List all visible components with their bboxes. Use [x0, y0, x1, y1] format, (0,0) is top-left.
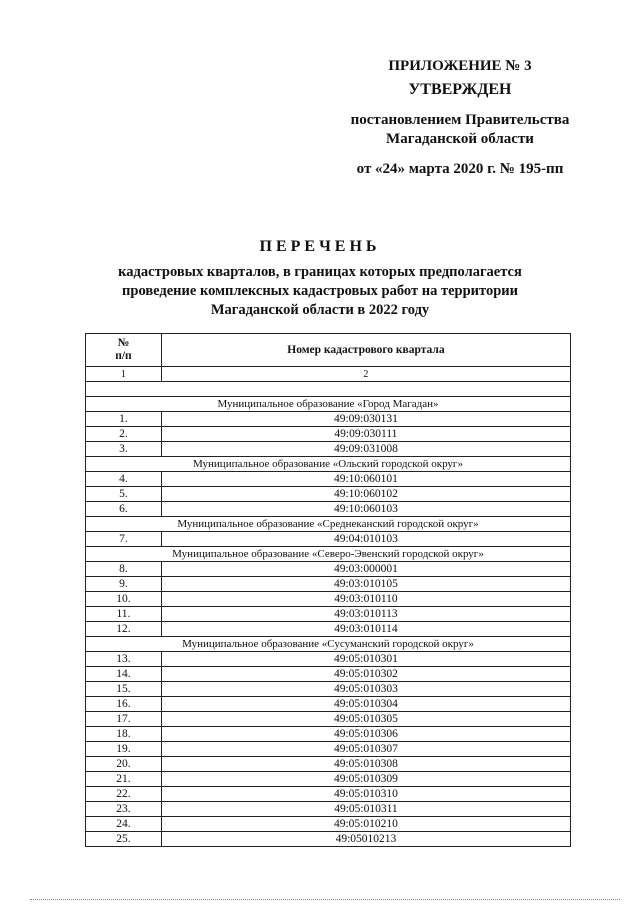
municipality-row — [86, 547, 571, 562]
municipality-title: Муниципальное образование «Город Магадан» — [86, 397, 571, 412]
row-number: 4. — [86, 472, 162, 487]
cadastral-quarter-code: 49:03:010113 — [161, 607, 570, 622]
table-row — [86, 787, 571, 802]
cadastral-quarters-table — [85, 333, 571, 847]
row-number: 5. — [86, 487, 162, 502]
subtitle-line-1: кадастровых кварталов, в границах которых предполагается — [118, 264, 522, 280]
row-number: 18. — [86, 727, 162, 742]
cadastral-quarter-code: 49:03:010105 — [161, 577, 570, 592]
cadastral-quarter-code: 49:05:010311 — [161, 802, 570, 817]
table-row — [86, 817, 571, 832]
table-index-row — [86, 367, 571, 382]
table-row — [86, 802, 571, 817]
subtitle-line-3: Магаданской области в 2022 году — [210, 302, 430, 318]
row-number: 16. — [86, 697, 162, 712]
row-number: 13. — [86, 652, 162, 667]
cadastral-quarter-code: 49:05:010303 — [161, 682, 570, 697]
row-number: 2. — [86, 427, 162, 442]
table-row — [86, 622, 571, 637]
cadastral-quarter-code: 49:03:000001 — [161, 562, 570, 577]
municipality-title: Муниципальное образование «Северо-Эвенский городской округ» — [86, 547, 571, 562]
subtitle-line-2: проведение комплексных кадастровых работ на территории — [122, 283, 518, 299]
municipality-row — [86, 637, 571, 652]
table-row — [86, 442, 571, 457]
cadastral-quarter-code: 49:10:060103 — [161, 502, 570, 517]
row-number: 19. — [86, 742, 162, 757]
municipality-row — [86, 457, 571, 472]
document-title: ПЕРЕЧЕНЬ — [259, 238, 381, 255]
row-number: 25. — [86, 832, 162, 847]
table-row — [86, 712, 571, 727]
cadastral-quarter-code: 49:05010213 — [161, 832, 570, 847]
row-number: 14. — [86, 667, 162, 682]
table-row — [86, 427, 571, 442]
document-subtitle — [80, 263, 560, 320]
table-row — [86, 592, 571, 607]
table-row — [86, 652, 571, 667]
cadastral-quarter-code: 49:05:010308 — [161, 757, 570, 772]
cadastral-quarter-code: 49:05:010210 — [161, 817, 570, 832]
municipality-title: Муниципальное образование «Сусуманский городской округ» — [86, 637, 571, 652]
table-row — [86, 667, 571, 682]
cadastral-quarter-code: 49:05:010306 — [161, 727, 570, 742]
table-row — [86, 532, 571, 547]
row-number: 10. — [86, 592, 162, 607]
row-number: 6. — [86, 502, 162, 517]
cadastral-quarter-code: 49:05:010305 — [161, 712, 570, 727]
row-number: 23. — [86, 802, 162, 817]
municipality-row — [86, 517, 571, 532]
row-number: 11. — [86, 607, 162, 622]
footer-divider — [30, 899, 620, 900]
col-number-index: 1 — [86, 367, 162, 382]
cadastral-quarter-code: 49:09:030111 — [161, 427, 570, 442]
col-code-index: 2 — [161, 367, 570, 382]
cadastral-quarter-code: 49:05:010301 — [161, 652, 570, 667]
cadastral-quarter-code: 49:05:010310 — [161, 787, 570, 802]
cadastral-quarter-code: 49:05:010307 — [161, 742, 570, 757]
table-row — [86, 412, 571, 427]
municipality-title: Муниципальное образование «Среднеканский городской округ» — [86, 517, 571, 532]
decree-line-2: Магаданской области — [386, 131, 534, 147]
table-row — [86, 742, 571, 757]
col-number-header — [86, 334, 162, 367]
table-row — [86, 697, 571, 712]
municipality-row — [86, 397, 571, 412]
cadastral-quarter-code: 49:09:031008 — [161, 442, 570, 457]
cadastral-quarter-code: 49:05:010309 — [161, 772, 570, 787]
col-number-header-line1: № — [117, 337, 130, 349]
appendix-label: ПРИЛОЖЕНИЕ № 3 — [388, 58, 532, 74]
decree-date: от «24» марта 2020 г. № 195-пп — [356, 161, 564, 177]
table-gap-cell — [86, 382, 571, 397]
table-row — [86, 607, 571, 622]
cadastral-quarter-code: 49:03:010114 — [161, 622, 570, 637]
cadastral-quarter-code: 49:04:010103 — [161, 532, 570, 547]
cadastral-quarter-code: 49:03:010110 — [161, 592, 570, 607]
row-number: 12. — [86, 622, 162, 637]
table-row — [86, 487, 571, 502]
row-number: 8. — [86, 562, 162, 577]
municipality-title: Муниципальное образование «Ольский городской округ» — [86, 457, 571, 472]
table-gap-row — [86, 382, 571, 397]
cadastral-quarter-code: 49:05:010302 — [161, 667, 570, 682]
table-row — [86, 502, 571, 517]
table-row — [86, 832, 571, 847]
row-number: 3. — [86, 442, 162, 457]
approved-label: УТВЕРЖДЕН — [408, 81, 512, 98]
row-number: 1. — [86, 412, 162, 427]
row-number: 22. — [86, 787, 162, 802]
cadastral-quarter-code: 49:10:060101 — [161, 472, 570, 487]
cadastral-quarter-code: 49:09:030131 — [161, 412, 570, 427]
table-row — [86, 562, 571, 577]
table-row — [86, 772, 571, 787]
row-number: 9. — [86, 577, 162, 592]
table-row — [86, 577, 571, 592]
decree-line-1: постановлением Правительства — [350, 112, 570, 128]
col-code-header: Номер кадастрового квартала — [161, 334, 570, 367]
table-header-row — [86, 334, 571, 367]
table-row — [86, 682, 571, 697]
cadastral-quarter-code: 49:10:060102 — [161, 487, 570, 502]
col-number-header-line2: п/п — [115, 350, 132, 362]
row-number: 20. — [86, 757, 162, 772]
table-body — [86, 397, 571, 847]
row-number: 24. — [86, 817, 162, 832]
row-number: 7. — [86, 532, 162, 547]
table-row — [86, 472, 571, 487]
table-row — [86, 727, 571, 742]
row-number: 15. — [86, 682, 162, 697]
cadastral-quarter-code: 49:05:010304 — [161, 697, 570, 712]
row-number: 21. — [86, 772, 162, 787]
table-row — [86, 757, 571, 772]
row-number: 17. — [86, 712, 162, 727]
